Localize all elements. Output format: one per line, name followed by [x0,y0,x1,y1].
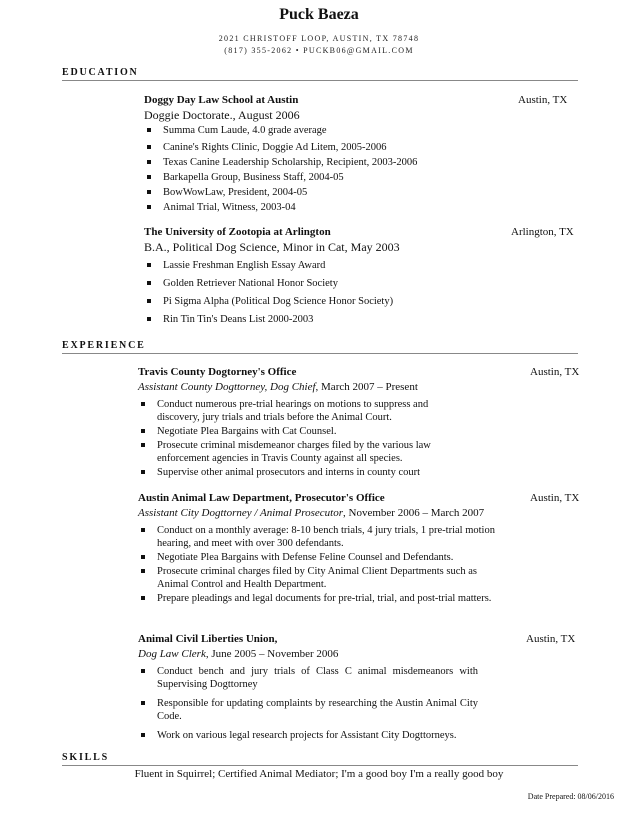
address-line: 2021 CHRISTOFF LOOP, AUSTIN, TX 78748 [218,34,420,43]
experience-divider [62,353,578,354]
list-item: Prepare pleadings and legal documents for pre-trial, trial, and post-trial matters. [138,592,500,605]
honors-list [144,259,564,326]
list-item: Canine's Rights Clinic, Doggie Ad Litem, 2005-2006 [144,141,564,154]
list-item: Pi Sigma Alpha (Political Dog Science Honor Society) [144,295,564,308]
job-title-line [138,648,338,660]
job-dates: , June 2005 – November 2006 [205,648,339,660]
employer-name: Travis County Dogtorney's Office [138,366,297,378]
list-item: BowWowLaw, President, 2004-05 [144,186,564,199]
list-item: Conduct on a monthly average: 8-10 bench trials, 4 jury trials, 1 pre-trial motion hearing, and meet with over 300 defendants. [138,524,500,550]
honors-list [144,124,564,214]
duties-list [138,524,500,605]
degree: B.A., Political Dog Science, Minor in Cat, May 2003 [144,240,400,254]
list-item: Work on various legal research projects for Assistant City Dogttorneys. [138,729,478,742]
list-item: Supervise other animal prosecutors and interns in county court [138,466,460,479]
degree: Doggie Doctorate., August 2006 [144,108,300,122]
skills-divider [62,765,578,766]
duties-list [138,665,478,742]
list-item: Prosecute criminal charges filed by City Animal Client Departments such as Animal Control and Health Department. [138,565,500,591]
job-title: Assistant County Dogttorney, Dog Chief [138,381,316,393]
list-item: Rin Tin Tin's Deans List 2000-2003 [144,313,564,326]
list-item: Animal Trial, Witness, 2003-04 [144,201,564,214]
school-name: Doggy Day Law School at Austin [144,94,299,106]
experience-heading: EXPERIENCE [62,340,146,351]
list-item: Texas Canine Leadership Scholarship, Recipient, 2003-2006 [144,156,564,169]
duties-list [138,398,460,479]
list-item: Negotiate Plea Bargains with Defense Feline Counsel and Defendants. [138,551,500,564]
list-item: Conduct bench and jury trials of Class C animal misdemeanors with Supervising Dogttorney [138,665,478,691]
list-item: Golden Retriever National Honor Society [144,277,564,290]
list-item: Negotiate Plea Bargains with Cat Counsel. [138,425,460,438]
job-title: Assistant City Dogttorney / Animal Prosecutor [138,507,344,519]
education-divider [62,80,578,81]
list-item: Prosecute criminal misdemeanor charges filed by the various law enforcement agencies in Travis County against all species. [138,439,460,465]
education-heading: EDUCATION [62,67,139,78]
resume-name: Puck Baeza [279,6,359,23]
list-item: Summa Cum Laude, 4.0 grade average [144,124,564,137]
list-item: Barkapella Group, Business Staff, 2004-05 [144,171,564,184]
skills-heading: SKILLS [62,752,109,763]
job-title-line [138,381,418,393]
school-location: Arlington, TX [511,226,574,238]
list-item: Conduct numerous pre-trial hearings on motions to suppress and discovery, jury trials and trials before the Animal Court. [138,398,460,424]
date-prepared: Date Prepared: 08/06/2016 [527,792,614,801]
employer-location: Austin, TX [530,492,580,504]
job-title-line [138,507,484,519]
employer-location: Austin, TX [530,366,580,378]
employer-name: Austin Animal Law Department, Prosecutor's Office [138,492,385,504]
job-dates: , March 2007 – Present [315,381,418,393]
school-location: Austin, TX [518,94,568,106]
skills-text: Fluent in Squirrel; Certified Animal Mediator; I'm a good boy I'm a really good boy [134,768,504,780]
school-name: The University of Zootopia at Arlington [144,226,331,238]
job-title: Dog Law Clerk [138,648,206,660]
list-item: Responsible for updating complaints by researching the Austin Animal City Code. [138,697,478,723]
employer-location: Austin, TX [526,633,576,645]
employer-name: Animal Civil Liberties Union, [138,633,278,645]
list-item: Lassie Freshman English Essay Award [144,259,564,272]
contact-line: (817) 355-2062 • PUCKB06@GMAIL.COM [224,46,414,55]
job-dates: , November 2006 – March 2007 [343,507,485,519]
